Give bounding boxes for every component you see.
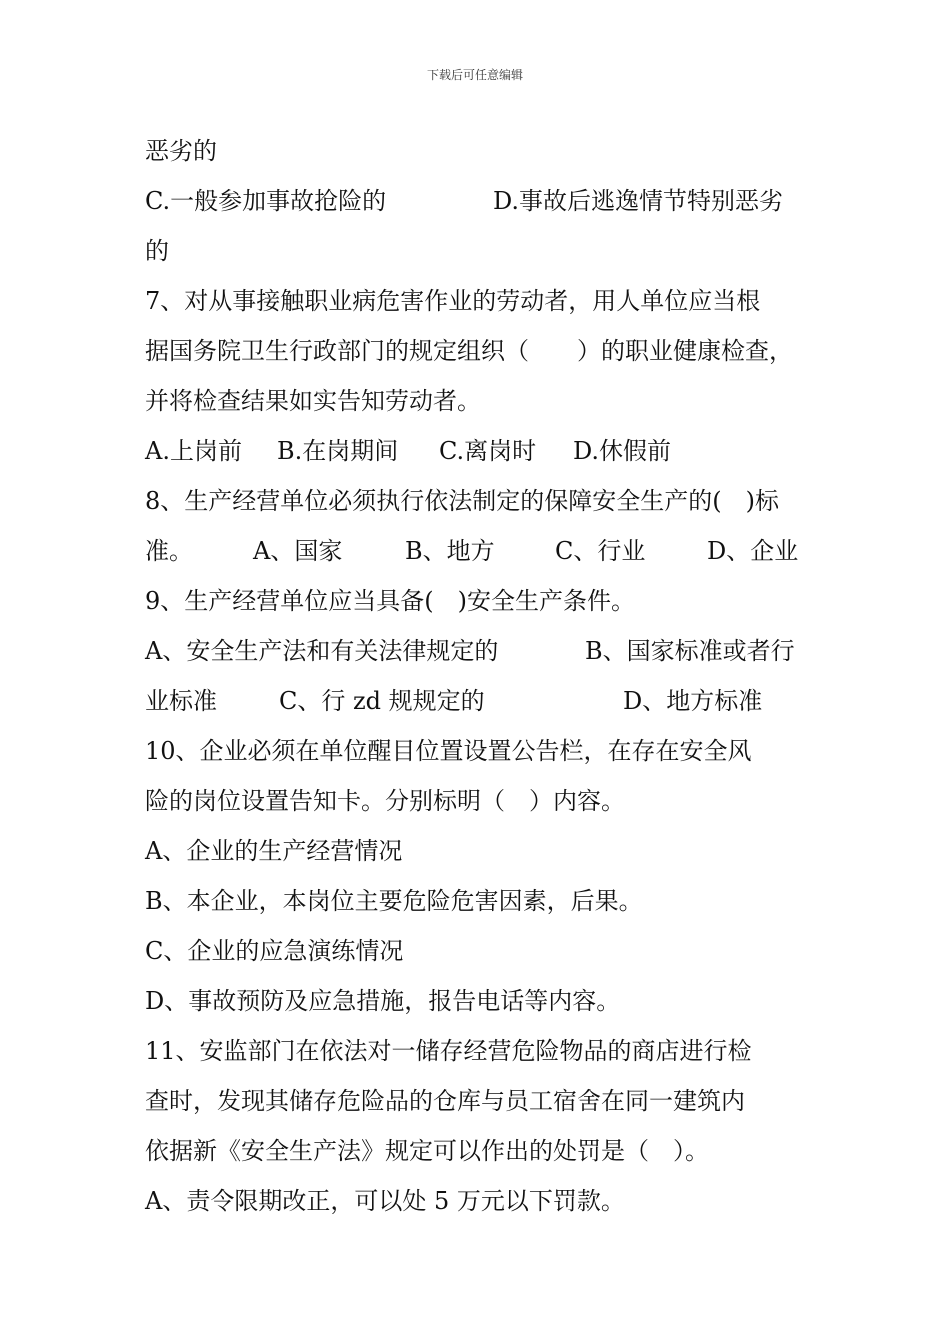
text-segment: D、事故预防及应急措施，报告电话等内容。 bbox=[145, 987, 621, 1015]
text-segment: B、本企业，本岗位主要危险危害因素，后果。 bbox=[145, 887, 643, 915]
text-line bbox=[145, 1126, 835, 1176]
page-header: 下载后可任意编辑 bbox=[426, 68, 523, 82]
text-segment: 业标准 bbox=[145, 687, 217, 715]
text-line bbox=[145, 726, 835, 776]
text-line bbox=[145, 476, 835, 526]
text-segment: B.在岗期间 bbox=[277, 437, 399, 465]
text-line bbox=[145, 276, 835, 326]
text-line bbox=[145, 676, 835, 726]
text-segment: D.事故后逃逸情节特别恶劣 bbox=[493, 187, 784, 215]
text-segment: A、责令限期改正，可以处 5 万元以下罚款。 bbox=[145, 1187, 625, 1215]
text-segment: 依据新《安全生产法》规定可以作出的处罚是（ ）。 bbox=[145, 1137, 709, 1165]
text-line bbox=[145, 576, 835, 626]
text-line bbox=[145, 876, 835, 926]
text-line bbox=[145, 626, 835, 676]
text-line bbox=[145, 126, 835, 176]
text-segment: D.休假前 bbox=[573, 437, 672, 465]
text-segment: A、企业的生产经营情况 bbox=[145, 837, 403, 865]
text-line bbox=[145, 176, 835, 226]
document-body bbox=[145, 126, 835, 1226]
text-segment: 险的岗位设置告知卡。分别标明（ ）内容。 bbox=[145, 787, 625, 815]
text-segment: B、地方 bbox=[405, 537, 495, 565]
text-segment: 8、生产经营单位必须执行依法制定的保障安全生产的( )标 bbox=[145, 487, 779, 515]
text-line bbox=[145, 1076, 835, 1126]
text-line bbox=[145, 376, 835, 426]
text-line bbox=[145, 526, 835, 576]
text-segment: B、国家标准或者行 bbox=[585, 637, 795, 665]
text-segment: D、地方标准 bbox=[623, 687, 763, 715]
text-segment: A、国家 bbox=[253, 537, 343, 565]
text-segment: A.上岗前 bbox=[145, 437, 242, 465]
text-segment: 的 bbox=[145, 237, 169, 265]
text-segment: 并将检查结果如实告知劳动者。 bbox=[145, 387, 481, 415]
text-segment: C、企业的应急演练情况 bbox=[145, 937, 404, 965]
text-segment: C、行 zd 规规定的 bbox=[279, 687, 485, 715]
text-line bbox=[145, 326, 835, 376]
text-line bbox=[145, 1176, 835, 1226]
text-segment: A、安全生产法和有关法律规定的 bbox=[145, 637, 499, 665]
text-segment: 11、安监部门在依法对一储存经营危险物品的商店进行检 bbox=[145, 1037, 752, 1065]
text-segment: 准。 bbox=[145, 537, 193, 565]
text-segment: 9、生产经营单位应当具备( )安全生产条件。 bbox=[145, 587, 635, 615]
text-segment: 据国务院卫生行政部门的规定组织（ ）的职业健康检查， bbox=[145, 337, 793, 365]
text-segment: C.一般参加事故抢险的 bbox=[145, 187, 387, 215]
text-segment: C、行业 bbox=[555, 537, 646, 565]
text-line bbox=[145, 826, 835, 876]
text-line bbox=[145, 426, 835, 476]
text-segment: 恶劣的 bbox=[145, 137, 217, 165]
text-line bbox=[145, 776, 835, 826]
text-line bbox=[145, 926, 835, 976]
text-segment: 10、企业必须在单位醒目位置设置公告栏，在存在安全风 bbox=[145, 737, 752, 765]
text-line bbox=[145, 1026, 835, 1076]
text-segment: 查时，发现其储存危险品的仓库与员工宿舍在同一建筑内 bbox=[145, 1087, 745, 1115]
text-line bbox=[145, 976, 835, 1026]
text-segment: C.离岗时 bbox=[439, 437, 537, 465]
text-line bbox=[145, 226, 835, 276]
text-segment: D、企业 bbox=[707, 537, 799, 565]
text-segment: 7、对从事接触职业病危害作业的劳动者，用人单位应当根 bbox=[145, 287, 761, 315]
